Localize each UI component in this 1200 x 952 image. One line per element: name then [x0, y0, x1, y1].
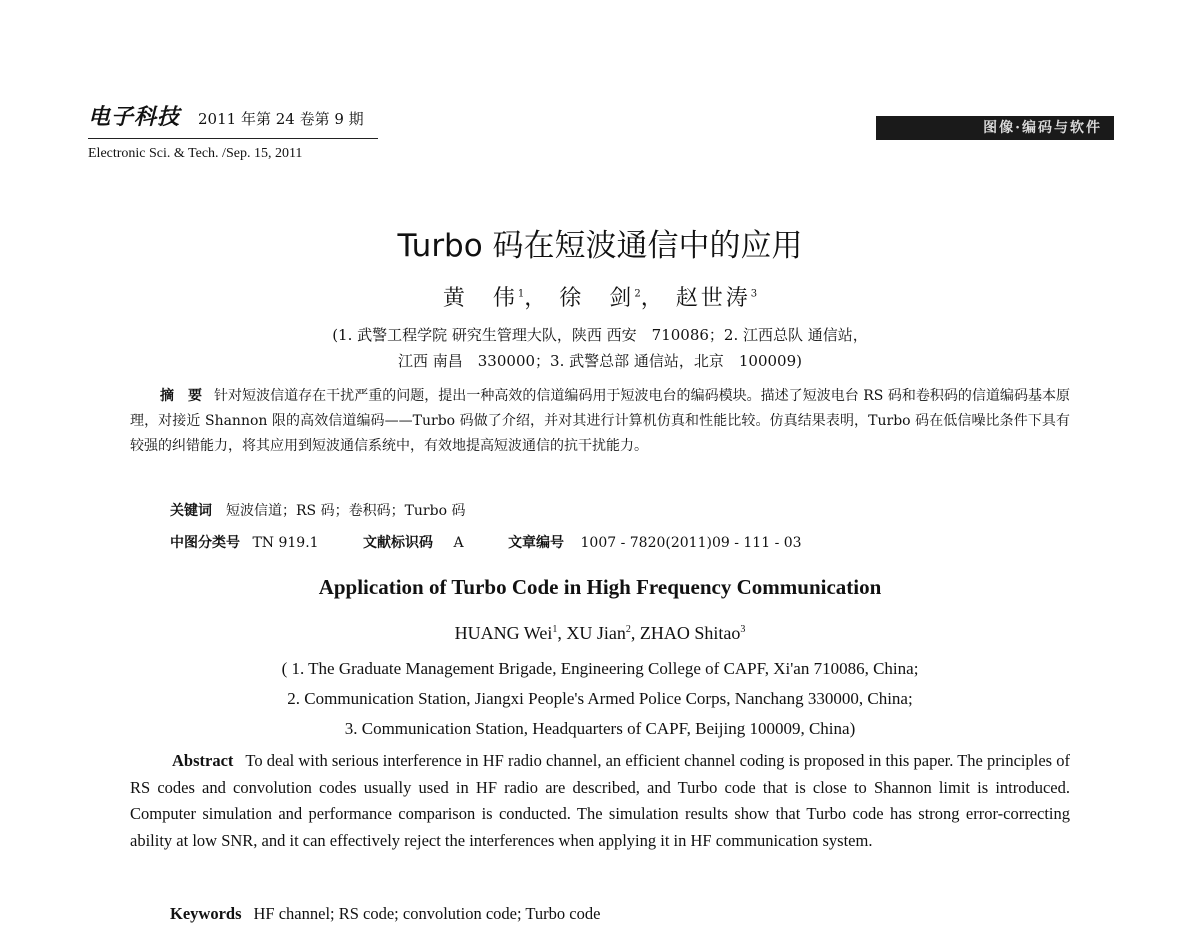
keywords-english: [170, 904, 600, 924]
affiliation-cn-line-1: (1. 武警工程学院 研究生管理大队，陕西 西安 710086；2. 江西总队 通信站，: [332, 326, 868, 344]
keywords-en-label: Keywords: [170, 904, 242, 923]
authors-chinese: 黄 伟$^1$， 徐 剑$^2$， 赵世涛$^3$: [442, 286, 758, 311]
author-en-1: HUANG Wei$^1$: [454, 623, 558, 643]
affiliation-en-line-2: 2. Communication Station, Jiangxi People's Armed Police Corps, Nanchang 330000, China;: [287, 689, 913, 708]
journal-english-citation: Electronic Sci. & Tech. /Sep. 15, 2011: [88, 146, 303, 161]
classification-row: [170, 532, 802, 552]
keywords-cn-text: 短波信道；RS 码；卷积码；Turbo 码: [226, 503, 466, 519]
abstract-cn-label: 摘 要: [160, 388, 203, 404]
affiliation-cn-line-2: 江西 南昌 330000；3. 武警总部 通信站，北京 100009): [398, 352, 802, 370]
article-no-value: 1007 - 7820(2011)09 - 111 - 03: [580, 535, 802, 551]
abstract-en-text: To deal with serious interference in HF radio channel, an efficient channel coding is proposed in this paper. The principles of RS codes and convolution codes usually used in HF radio are described, and Turbo code that is close to Shannon limit is introduced. Computer simulation and performance comparison is conducted. The simulation results show that Turbo code has strong error-correcting ability at low SNR, and it can effectively reject the interferences when applying it in HF communication system.: [130, 751, 1070, 850]
title-english: Application of Turbo Code in High Frequency Communication: [318, 575, 882, 599]
doc-code-label: 文献标识码: [363, 535, 434, 551]
author-cn-3: 赵世涛$^3$: [675, 286, 758, 311]
section-banner: 图像·编码与软件: [876, 116, 1114, 140]
author-cn-1: 黄 伟$^1$: [442, 286, 525, 311]
clc-value: TN 919.1: [252, 535, 319, 551]
doc-code-value: A: [453, 535, 464, 551]
author-en-3: ZHAO Shitao$^3$: [639, 623, 746, 643]
header-rule: [88, 138, 378, 139]
affiliation-en-line-1: ( 1. The Graduate Management Brigade, Engineering College of CAPF, Xi'an 710086, China;: [281, 659, 919, 678]
author-cn-2: 徐 剑$^2$: [559, 286, 641, 311]
keywords-en-text: HF channel; RS code; convolution code; Turbo code: [253, 904, 601, 923]
authors-english: HUANG Wei$^1$, XU Jian$^2$, ZHAO Shitao$^3$: [454, 623, 746, 643]
abstract-en-label: Abstract: [172, 751, 234, 770]
clc-label: 中图分类号: [170, 535, 240, 551]
journal-name: 电子科技: [88, 104, 181, 130]
abstract-chinese: [130, 384, 1070, 459]
keywords-chinese: [170, 500, 465, 520]
keywords-cn-label: 关键词: [170, 503, 212, 519]
article-no-label: 文章编号: [508, 535, 565, 551]
title-chinese: Turbo 码在短波通信中的应用: [397, 228, 803, 264]
abstract-english: [130, 748, 1070, 854]
affiliation-en-line-3: 3. Communication Station, Headquarters of CAPF, Beijing 100009, China): [344, 719, 856, 738]
author-en-2: XU Jian$^2$: [566, 623, 631, 643]
abstract-cn-text: 针对短波信道存在干扰严重的问题，提出一种高效的信道编码用于短波电台的编码模块。描述了短波电台 RS 码和卷积码的信道编码基本原理，对接近 Shannon 限的高效信道编码——Turbo 码做了介绍，并对其进行计算机仿真和性能比较。仿真结果表明，Turbo 码在低信噪比条件下具有较强的纠错能力，将其应用到短波通信系统中，有效地提高短波通信的抗干扰能力。: [130, 388, 1070, 454]
journal-issue: 2011 年第 24 卷第 9 期: [198, 110, 364, 128]
